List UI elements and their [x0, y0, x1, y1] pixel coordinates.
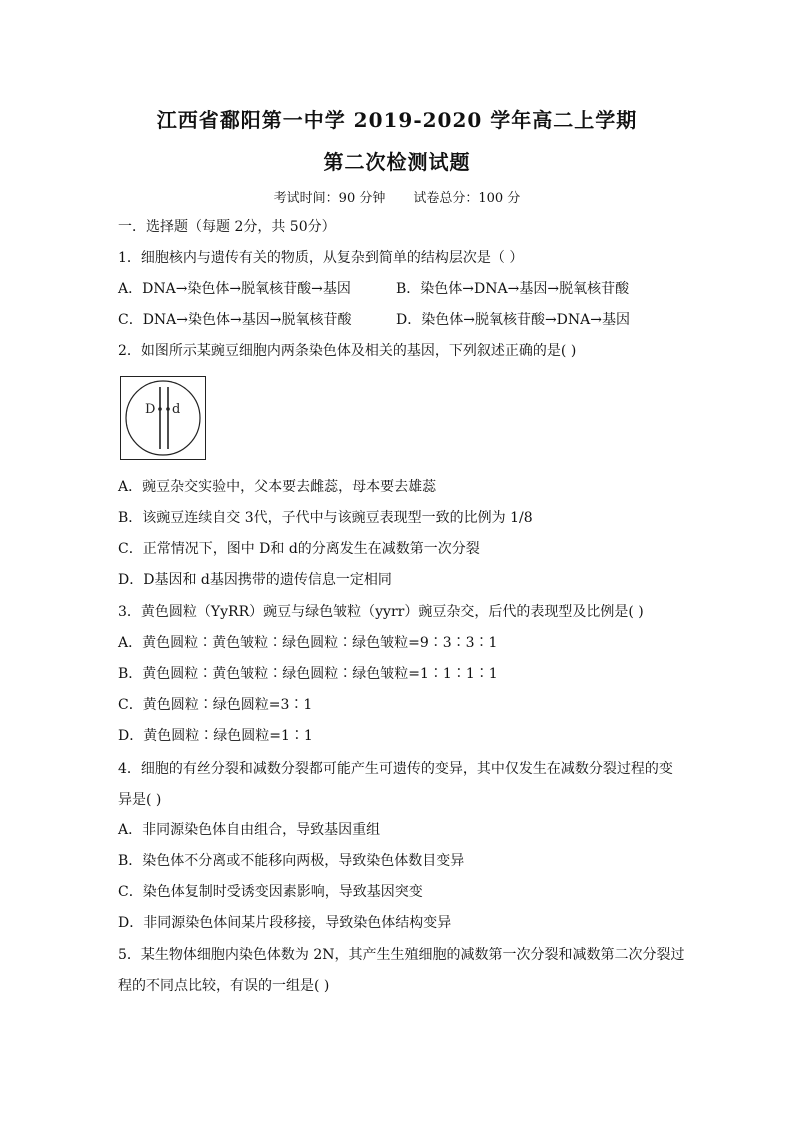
chromosome-figure [120, 376, 206, 460]
exam-title-line2: 第二次检测试题 [323, 150, 471, 174]
question-3-option-a: A．黄色圆粒∶黄色皱粒∶绿色圆粒∶绿色皱粒=9∶3∶3∶1 [118, 635, 498, 651]
question-4-option-d: D．非同源染色体间某片段移接，导致染色体结构变异 [118, 915, 452, 931]
gene-label-d-upper: D [145, 402, 156, 417]
question-2-option-b: B．该豌豆连续自交 3代，子代中与该豌豆表现型一致的比例为 1/8 [118, 510, 533, 526]
question-4-option-c: C．染色体复制时受诱变因素影响，导致基因突变 [118, 884, 423, 900]
question-3-option-b: B．黄色圆粒∶黄色皱粒∶绿色圆粒∶绿色皱粒=1∶1∶1∶1 [118, 666, 498, 682]
question-5-stem-line2: 程的不同点比较，有误的一组是( ) [118, 978, 330, 994]
question-4-option-b: B．染色体不分离或不能移向两极，导致染色体数目变异 [118, 853, 465, 869]
question-1-option-b: B．染色体→DNA→基因→脱氧核苷酸 [396, 281, 630, 297]
exam-time: 考试时间：90 分钟 [273, 191, 386, 206]
section-heading: 一．选择题（每题 2分，共 50分） [118, 219, 336, 235]
question-1-option-c: C．DNA→染色体→基因→脱氧核苷酸 [118, 312, 352, 328]
gene-label-d-lower: d [172, 402, 181, 417]
question-4-stem-line1: 4．细胞的有丝分裂和减数分裂都可能产生可遗传的变异，其中仅发生在减数分裂过程的变 [118, 761, 673, 777]
chromosome-diagram [121, 377, 205, 459]
cell-outline [126, 381, 200, 455]
question-3-option-c: C．黄色圆粒∶绿色圆粒=3∶1 [118, 697, 313, 713]
exam-title-line1: 江西省鄱阳第一中学 2019-2020 学年高二上学期 [156, 108, 638, 132]
gene-locus-right [166, 407, 170, 411]
question-4-option-a: A．非同源染色体自由组合，导致基因重组 [118, 822, 381, 838]
total-score: 试卷总分：100 分 [413, 191, 521, 206]
question-1-option-d: D．染色体→脱氧核苷酸→DNA→基因 [396, 312, 631, 328]
question-2-option-c: C．正常情况下，图中 D和 d的分离发生在减数第一次分裂 [118, 541, 480, 557]
question-2-option-d: D．D基因和 d基因携带的遗传信息一定相同 [118, 572, 392, 588]
exam-meta [0, 187, 794, 206]
question-2-option-a: A．豌豆杂交实验中，父本要去雌蕊，母本要去雄蕊 [118, 479, 437, 495]
question-1-option-a: A．DNA→染色体→脱氧核苷酸→基因 [118, 281, 351, 297]
gene-locus-left [158, 407, 162, 411]
question-4-stem-line2: 异是( ) [118, 792, 162, 808]
question-3-option-d: D．黄色圆粒∶绿色圆粒=1∶1 [118, 728, 313, 744]
question-1-stem: 1．细胞核内与遗传有关的物质，从复杂到简单的结构层次是（ ） [118, 250, 524, 266]
question-3-stem: 3．黄色圆粒（YyRR）豌豆与绿色皱粒（yyrr）豌豆杂交，后代的表现型及比例是( ) [118, 604, 644, 620]
question-2-stem: 2．如图所示某豌豆细胞内两条染色体及相关的基因，下列叙述正确的是( ) [118, 343, 577, 359]
question-5-stem-line1: 5．某生物体细胞内染色体数为 2N，其产生生殖细胞的减数第一次分裂和减数第二次分裂过 [118, 947, 685, 963]
